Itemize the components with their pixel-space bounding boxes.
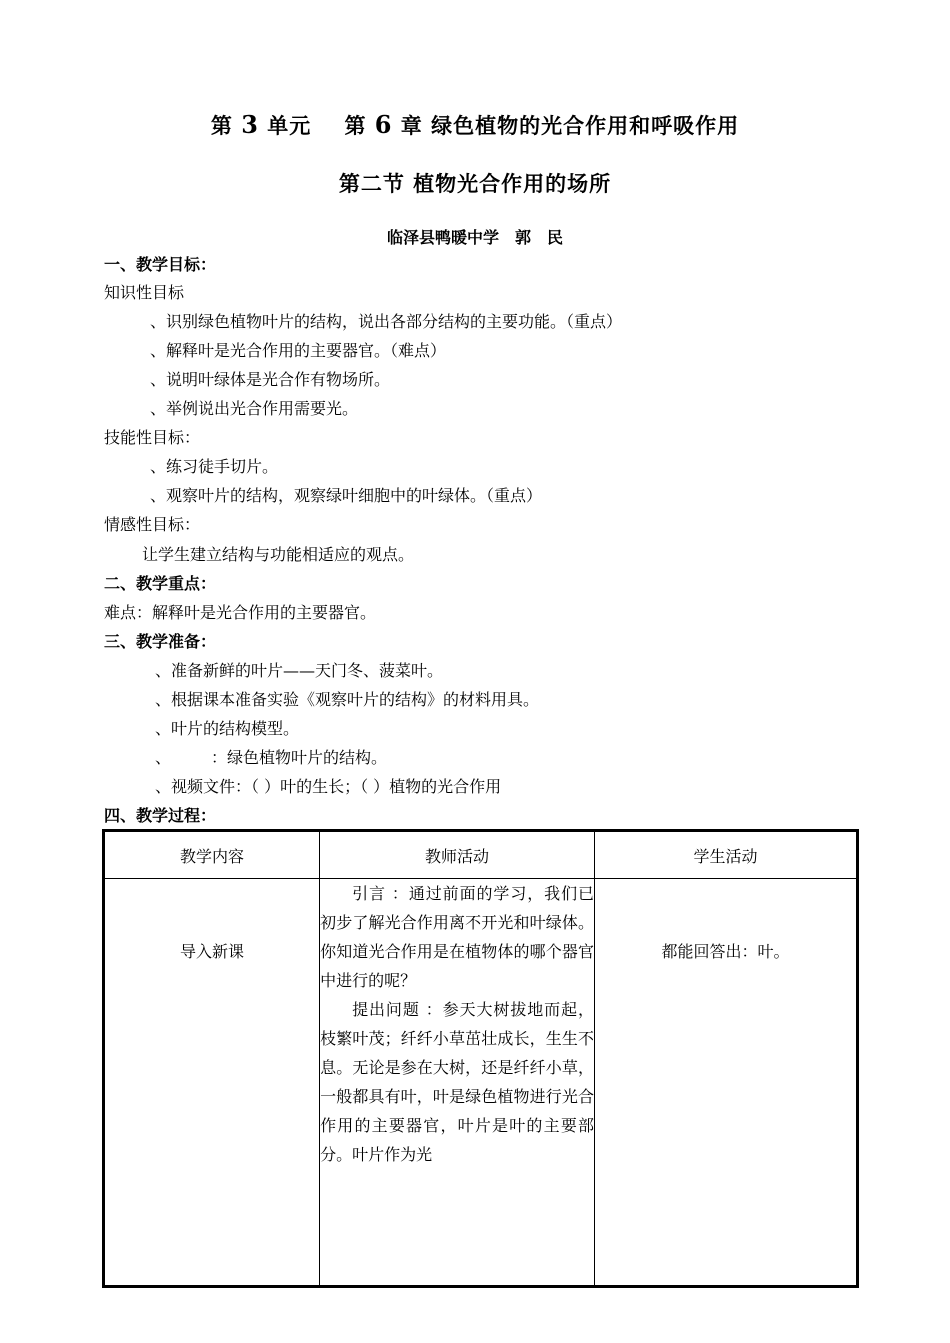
prep-item: 、叶片的结构模型。 [155, 719, 300, 738]
page-title [0, 110, 950, 140]
knowledge-item: 、识别绿色植物叶片的结构，说出各部分结构的主要功能。（重点） [150, 312, 623, 331]
teacher-paragraph: 引言 ：通过前面的学习，我们已初步了解光合作用离不开光和叶绿体。你知道光合作用是在植物体的哪个器官中进行的呢？ [320, 884, 595, 990]
table-row [104, 879, 858, 1287]
knowledge-heading: 知识性目标 [104, 283, 185, 302]
title-unit-prefix: 第 [210, 114, 233, 138]
section-3-heading: 三、教学准备： [104, 632, 217, 651]
cell-teacher-activity [320, 879, 595, 1287]
section-1-heading: 一、教学目标： [104, 255, 217, 274]
table-header-row [104, 831, 858, 879]
skill-item: 、观察叶片的结构，观察绿叶细胞中的叶绿体。（重点） [150, 486, 543, 505]
title-unit-number: 3 [241, 110, 259, 139]
knowledge-item: 、解释叶是光合作用的主要器官。（难点） [150, 341, 447, 360]
prep-item: 、 ：绿色植物叶片的结构。 [155, 748, 388, 767]
title-unit-suffix: 单元 [267, 114, 312, 138]
cell-content: 导入新课 [104, 879, 320, 1287]
knowledge-item: 、说明叶绿体是光合作有物场所。 [150, 370, 391, 389]
title-chapter-prefix: 第 [344, 114, 367, 138]
prep-item: 、视频文件：（ ）叶的生长；（ ）植物的光合作用 [155, 777, 502, 796]
section-2-item: 难点：解释叶是光合作用的主要器官。 [104, 603, 377, 622]
section-4-heading: 四、教学过程： [104, 806, 217, 825]
prep-item: 、准备新鲜的叶片——天门冬、菠菜叶。 [155, 661, 444, 680]
knowledge-item: 、举例说出光合作用需要光。 [150, 399, 359, 418]
skill-item: 、练习徒手切片。 [150, 457, 279, 476]
section-2-heading: 二、教学重点： [104, 574, 217, 593]
author-line: 临泽县鸭暖中学 郭 民 [386, 228, 563, 247]
title-chapter-number: 6 [374, 110, 393, 139]
page-subtitle: 第二节 植物光合作用的场所 [338, 172, 612, 196]
prep-item: 、根据课本准备实验《观察叶片的结构》的材料用具。 [155, 690, 540, 709]
process-table [102, 829, 859, 1288]
column-header-teacher: 教师活动 [320, 831, 595, 879]
teacher-paragraph: 提出问题 ：参天大树拔地而起，枝繁叶茂；纤纤小草茁壮成长，生生不息。无论是参在大树，还是纤纤小草，一般都具有叶，叶是绿色植物进行光合作用的主要器官，叶片是叶的主要部分。叶片作为光 [320, 1000, 595, 1164]
skill-heading: 技能性目标： [104, 428, 201, 447]
emotion-item: 让学生建立结构与功能相适应的观点。 [142, 545, 415, 564]
column-header-content: 教学内容 [104, 831, 320, 879]
emotion-heading: 情感性目标： [104, 515, 201, 534]
column-header-student: 学生活动 [595, 831, 858, 879]
cell-student-activity: 都能回答出：叶。 [595, 879, 858, 1287]
title-chapter-suffix: 章 绿色植物的光合作用和呼吸作用 [400, 114, 740, 138]
